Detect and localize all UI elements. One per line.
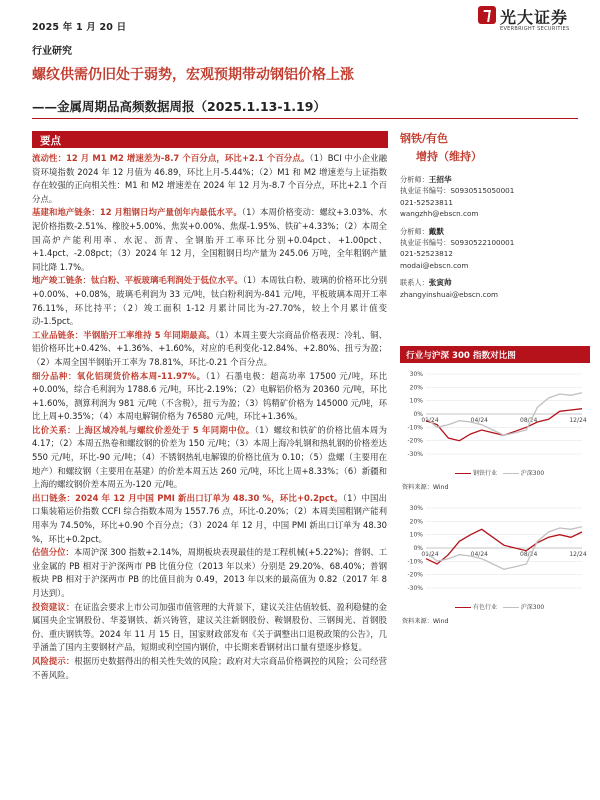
y-tick-label: 0% [413, 411, 423, 418]
x-tick-label: 01/24 [421, 551, 439, 558]
x-tick-label: 04/24 [470, 551, 488, 558]
analyst-block [400, 174, 590, 300]
chart-legend [455, 468, 544, 477]
contact-email[interactable]: zhangyinshuai@ebscn.com [400, 289, 498, 299]
analyst-role: 分析师： [400, 226, 429, 236]
y-tick-label: -10% [407, 424, 423, 432]
summary-paragraph [32, 424, 387, 492]
nonferrous-vs-csi300-chart [400, 502, 590, 600]
paragraph-label: 比价关系：上海区域冷轧与螺纹价差处于 5 年同期中位。 [32, 424, 255, 435]
analyst-name: 戴默 [428, 226, 444, 236]
analyst-cert: 执业证书编号：S0930522100001 [400, 238, 515, 248]
contact [400, 277, 590, 300]
legend-label: 有色行业 [473, 604, 498, 611]
paragraph-text: （1）石墨电极：超高功率 17500 元/吨，环比+0.00%，综合毛利润为 1788.6 元/吨，环比-2.19%；（2）电解铝价格为 20360 元/吨，环比+1.60%，测算利润为 981 元/吨（不含税），扭亏为盈；（3）钨精矿价格为 145000 元/吨，环比上周+0.35%；（4）本周电解铜价格为 76580 元/吨，环比+1.36%。 [32, 370, 387, 422]
paragraph-label: 出口链条：2024 年 12 月中国 PMI 新出口订单为 48.30 %，环比+0.2pct。 [32, 492, 343, 503]
summary-paragraph [32, 152, 387, 206]
paragraph-label: 地产竣工链条：钛白粉、平板玻璃毛利润处于低位水平。 [32, 275, 243, 286]
contact-name: 张寅帅 [428, 278, 452, 288]
report-title: 螺纹供需仍旧处于弱势，宏观预期带动钢铝价格上涨 [32, 67, 354, 83]
steel-vs-csi300-chart [400, 368, 590, 466]
summary-paragraph [32, 546, 387, 600]
legend-swatch [503, 607, 519, 608]
logo-mark-icon [478, 6, 496, 24]
legend-label: 钢铁行业 [473, 470, 498, 477]
summary-paragraph [32, 206, 387, 274]
paragraph-label: 工业品链条：半钢胎开工率维持 5 年同期最高。 [32, 329, 215, 340]
x-tick-label: 12/24 [569, 551, 587, 558]
paragraph-text: （1）本周主要大宗商品价格表现：冷轧、铜、铝价格环比+0.42%、+1.36%、+1.60%，对应的毛利变化-12.84%、+2.80%、扭亏为盈；（2）本周全国半钢胎开工率为 78.81%，环比-0.21 个百分点。 [32, 329, 387, 367]
legend-swatch [455, 607, 471, 608]
summary-paragraph [32, 274, 387, 328]
y-tick-label: -10% [407, 558, 423, 566]
paragraph-label: 风险提示： [32, 655, 75, 666]
logo-text: 光大证券 [500, 8, 569, 27]
summary-paragraph [32, 601, 387, 655]
analyst-1 [400, 174, 590, 220]
x-tick-label: 12/24 [569, 417, 587, 424]
rating: 增持（维持） [416, 150, 482, 163]
y-tick-label: -20% [407, 571, 423, 579]
contact-role: 联系人： [400, 278, 429, 288]
analyst-2 [400, 226, 590, 272]
chart-source: 资料来源：Wind [402, 484, 449, 491]
x-tick-label: 04/24 [470, 417, 488, 424]
sidebar [400, 130, 590, 300]
y-tick-label: 30% [409, 371, 423, 378]
y-tick-label: 10% [409, 531, 423, 539]
y-tick-label: -20% [407, 437, 423, 445]
paragraph-text: 在证监会要求上市公司加强市值管理的大背景下，建议关注估值较低、盈利稳健的金属国央企宝钢股份、华菱钢铁、新兴铸管，建议关注新钢股份、鞍钢股份、三钢闽光、首钢股份、重庆钢铁等。2024 年 11 月 15 日，国家财政部发布《关于调整出口退税政策的公告》，几乎涵盖了国内主要钢材产品，短期或利空国内钢价，中长期来看钢材出口量有望逐步修复。 [32, 601, 388, 653]
paragraph-label: 估值分位： [32, 547, 74, 558]
analyst-email[interactable]: wangzhh@ebscn.com [400, 209, 479, 219]
analyst-name: 王招华 [428, 175, 452, 184]
paragraph-label: 流动性：12 月 M1 M2 增速差为-8.7 个百分点，环比+2.1 个百分点。 [32, 153, 310, 163]
paragraph-label: 基建和地产链条：12 月粗钢日均产量创年内最低水平。 [32, 207, 242, 218]
industry-name: 钢铁/有色 [400, 132, 449, 145]
analyst-email[interactable]: modai@ebscn.com [400, 260, 469, 270]
divider [32, 118, 578, 119]
legend-label: 沪深300 [520, 604, 545, 611]
legend-swatch [455, 473, 471, 474]
y-tick-label: 30% [409, 505, 423, 512]
paragraph-text: 本周沪深 300 指数+2.14%，周期板块表现最佳的是工程机械(+5.22%)；普钢、工业金属的 PB 相对于沪深两市 PB 比值分位（2013 年以来）分别是 29.20%、68.40%；普钢板块 PB 相对于沪深两市 PB 的比值目前为 0.49，2013 年以来的最高值为 0.82（2017 年 8 月达到）。 [32, 547, 387, 598]
chart-source: 资料来源：Wind [402, 618, 449, 625]
summary-paragraph [32, 329, 387, 370]
x-tick-label: 08/24 [520, 551, 538, 558]
x-tick-label: 01/24 [421, 417, 439, 424]
summary-paragraph [32, 370, 387, 424]
paragraph-text: 根据历史数据得出的相关性失效的风险；政府对大宗商品价格调控的风险；公司经营不善风险。 [32, 655, 388, 680]
paragraph-text: （1）本周钛白粉、玻璃的价格环比分别+0.00%、+0.08%，玻璃毛利润为 33 元/吨，钛白粉利润为-841 元/吨，平板玻璃本周开工率 76.11%，环比持平；（2）竣工面积 1-12 月累计同比为-27.70%，较上个月累计值变动-1.5pct。 [32, 275, 388, 327]
analyst-cert: 执业证书编号：S0930515050001 [400, 186, 515, 196]
report-date: 2025 年 1 月 20 日 [32, 22, 127, 33]
company-logo [478, 6, 590, 40]
y-tick-label: 20% [409, 518, 423, 526]
x-tick-label: 08/24 [520, 417, 538, 424]
report-subtitle: ——金属周期品高频数据周报（2025.1.13-1.19） [32, 99, 326, 114]
summary-body [32, 152, 387, 682]
paragraph-text: （1）BCI 中小企业融资环境指数 2024 年 12 月值为 46.89，环比上月-5.44%；（2）M1 和 M2 增速差与上证指数存在较强的正向相关性：M1 和 M2 增速差在 2024 年 12 月为-8.7 个百分点，环比+2.1 个百分点。 [32, 153, 387, 204]
legend-label: 沪深300 [520, 470, 545, 477]
y-tick-label: -30% [407, 451, 423, 458]
summary-header: 要点 [32, 131, 388, 148]
paragraph-label: 细分品种：氧化铝现货价格本周-11.97%。 [32, 370, 206, 381]
analyst-phone: 021-52523812 [400, 249, 453, 259]
legend-swatch [503, 473, 519, 474]
y-tick-label: 0% [413, 545, 423, 552]
paragraph-text: （1）本周价格变动：螺纹+3.03%、水泥价格指数-2.51%、橡胶+5.00%、焦炭+0.00%、焦煤-1.95%、铁矿+4.33%；（2）本周全国高炉产能利用率、水泥、沥青、全钢胎开工率环比分别+0.04pct、+1.00pct、+1.4pct、-2.08pct；（3）2024 年 12 月，全国粗钢日均产量为 245.06 万吨，全年粗钢产量同比降 1.7%。 [32, 207, 387, 272]
section-label: 行业研究 [32, 46, 72, 57]
analyst-phone: 021-52523811 [400, 197, 453, 207]
chart-legend [455, 602, 544, 611]
y-tick-label: 20% [409, 384, 423, 392]
logo-english-text: EVERBRIGHT SECURITIES [500, 26, 570, 32]
y-tick-label: -30% [407, 585, 423, 592]
paragraph-label: 投资建议： [32, 601, 75, 612]
summary-paragraph [32, 655, 387, 682]
y-tick-label: 10% [409, 397, 423, 405]
paragraph-text: （1）螺纹和铁矿的价格比值本周为 4.17；（2）本周五热卷和螺纹钢的价差为 150 元/吨；（3）本周上海冷轧钢和热轧钢的价格差达 550 元/吨，环比-90 元/吨；（4）不锈钢热轧电解镍的价格比值为 0.10；（5）盘螺（主要用在地产）和螺纹钢（主要用在基建）的价差本周五达 260 元/吨，环比上周+8.33%；（6）新疆和上海的螺纹钢价差本周五为-120 元/吨。 [32, 424, 387, 490]
summary-paragraph [32, 492, 387, 546]
charts-header: 行业与沪深 300 指数对比图 [400, 346, 590, 363]
paragraph-text: （1）中国出口集装箱运价指数 CCFI 综合指数本周为 1557.76 点，环比-0.20%；（2）本周美国粗钢产能利用率为 74.50%，环比+0.90 个百分点；（3）2024 年 12 月，中国 PMI 新出口订单为 48.30 %，环比+0.2pct。 [32, 492, 387, 544]
analyst-role: 分析师： [400, 175, 429, 184]
